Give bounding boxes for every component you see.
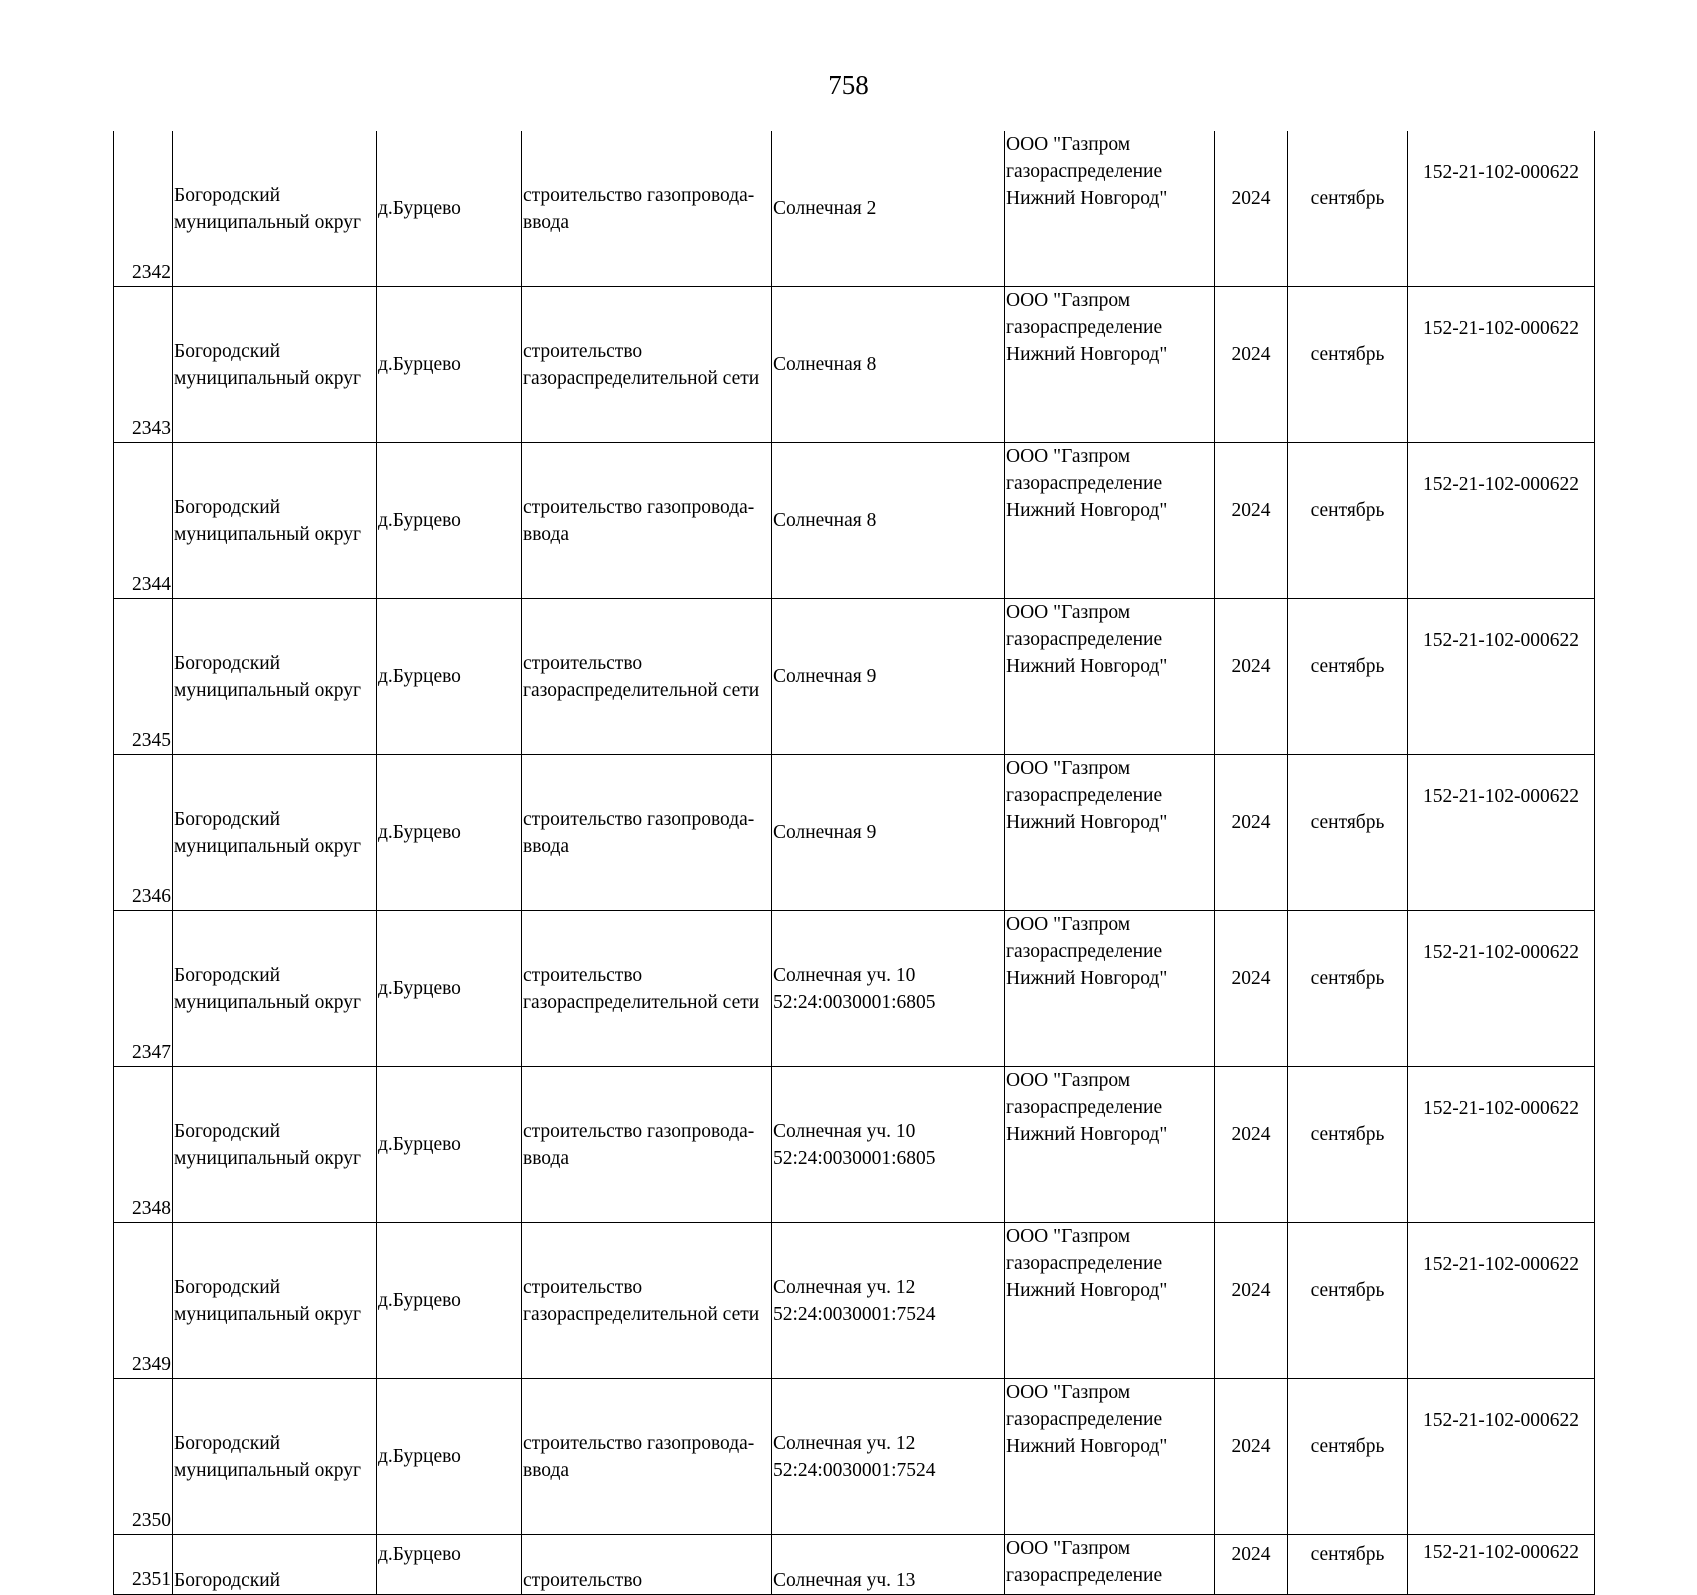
work-type-cell-line: ввода xyxy=(523,523,570,545)
organization-cell-line: газораспределение xyxy=(1006,941,1163,962)
organization-cell-line: ООО "Газпром xyxy=(1006,1226,1131,1247)
work-type-cell-line: ввода xyxy=(523,835,570,857)
village-cell: д.Бурцево xyxy=(377,911,522,1067)
organization-cell xyxy=(1005,1535,1215,1595)
work-type-cell-line: строительство xyxy=(523,652,643,674)
district-cell xyxy=(173,443,377,599)
year-cell: 2024 xyxy=(1215,1067,1288,1223)
row-number-cell: 2342 xyxy=(114,131,173,287)
address-cell-line: Солнечная 9 xyxy=(773,666,877,687)
table-row xyxy=(114,1067,1595,1223)
month-cell: сентябрь xyxy=(1288,911,1408,1067)
organization-cell-line: Нижний Новгород" xyxy=(1006,188,1168,209)
year-cell: 2024 xyxy=(1215,911,1288,1067)
organization-cell-line: ООО "Газпром xyxy=(1006,1070,1131,1091)
table-row xyxy=(114,1535,1595,1595)
district-cell xyxy=(173,755,377,911)
address-cell xyxy=(772,599,1005,755)
table-row xyxy=(114,131,1595,287)
work-type-cell xyxy=(522,443,772,599)
organization-cell-line: газораспределение xyxy=(1006,473,1163,494)
organization-cell-line: газораспределение xyxy=(1006,629,1163,650)
code-cell: 152-21-102-000622 xyxy=(1408,911,1595,1067)
table-row xyxy=(114,287,1595,443)
work-type-cell-line: газораспределительной сети xyxy=(523,679,760,701)
address-cell-line: 52:24:0030001:7524 xyxy=(773,1459,936,1481)
address-cell xyxy=(772,1535,1005,1595)
organization-cell-line: Нижний Новгород" xyxy=(1006,1436,1168,1457)
row-number-cell: 2351 xyxy=(114,1535,173,1595)
organization-cell-line: Нижний Новгород" xyxy=(1006,968,1168,989)
month-cell: сентябрь xyxy=(1288,1535,1408,1595)
district-cell xyxy=(173,599,377,755)
code-cell: 152-21-102-000622 xyxy=(1408,599,1595,755)
village-cell: д.Бурцево xyxy=(377,1535,522,1595)
district-cell xyxy=(173,287,377,443)
village-cell: д.Бурцево xyxy=(377,599,522,755)
district-cell-line: муниципальный округ xyxy=(174,1303,362,1325)
table-row xyxy=(114,1223,1595,1379)
work-type-cell-line: строительство газопровода- xyxy=(523,184,755,206)
organization-cell-line: газораспределение xyxy=(1006,1565,1163,1586)
code-cell: 152-21-102-000622 xyxy=(1408,755,1595,911)
work-type-cell-line: ввода xyxy=(523,211,570,233)
organization-cell xyxy=(1005,443,1215,599)
district-cell-line: муниципальный округ xyxy=(174,367,362,389)
table-row xyxy=(114,443,1595,599)
work-type-cell-line: строительство xyxy=(523,1276,643,1298)
work-type-cell xyxy=(522,1535,772,1595)
month-cell: сентябрь xyxy=(1288,599,1408,755)
address-cell-line: Солнечная уч. 10 xyxy=(773,1120,916,1142)
row-number-cell: 2349 xyxy=(114,1223,173,1379)
year-cell: 2024 xyxy=(1215,755,1288,911)
address-cell-line: 52:24:0030001:6805 xyxy=(773,1147,936,1169)
address-cell-line: Солнечная уч. 12 xyxy=(773,1276,916,1298)
organization-cell-line: ООО "Газпром xyxy=(1006,914,1131,935)
table-row xyxy=(114,599,1595,755)
work-type-cell-line: строительство газопровода- xyxy=(523,1432,755,1454)
organization-cell-line: газораспределение xyxy=(1006,317,1163,338)
organization-cell-line: газораспределение xyxy=(1006,1097,1163,1118)
code-cell: 152-21-102-000622 xyxy=(1408,131,1595,287)
organization-cell xyxy=(1005,599,1215,755)
organization-cell xyxy=(1005,1223,1215,1379)
work-type-cell-line: строительство газопровода- xyxy=(523,1120,755,1142)
year-cell: 2024 xyxy=(1215,1379,1288,1535)
organization-cell-line: ООО "Газпром xyxy=(1006,446,1131,467)
address-cell-line: Солнечная уч. 10 xyxy=(773,964,916,986)
code-cell: 152-21-102-000622 xyxy=(1408,1379,1595,1535)
district-cell-line: Богородский xyxy=(174,964,281,986)
district-cell-line: муниципальный округ xyxy=(174,1459,362,1481)
code-cell: 152-21-102-000622 xyxy=(1408,1067,1595,1223)
month-cell: сентябрь xyxy=(1288,755,1408,911)
district-cell-line: муниципальный округ xyxy=(174,679,362,701)
code-cell: 152-21-102-000622 xyxy=(1408,1223,1595,1379)
address-cell xyxy=(772,755,1005,911)
organization-cell-line: ООО "Газпром xyxy=(1006,758,1131,779)
row-number-cell: 2344 xyxy=(114,443,173,599)
organization-cell-line: Нижний Новгород" xyxy=(1006,1280,1168,1301)
row-number-cell: 2346 xyxy=(114,755,173,911)
work-type-cell-line: газораспределительной сети xyxy=(523,991,760,1013)
village-cell: д.Бурцево xyxy=(377,1223,522,1379)
year-cell: 2024 xyxy=(1215,443,1288,599)
district-cell xyxy=(173,1223,377,1379)
village-cell: д.Бурцево xyxy=(377,443,522,599)
work-type-cell-line: строительство xyxy=(523,340,643,362)
organization-cell-line: ООО "Газпром xyxy=(1006,134,1131,155)
organization-cell-line: Нижний Новгород" xyxy=(1006,1124,1168,1145)
district-cell-line: Богородский xyxy=(174,496,281,518)
row-number-cell: 2343 xyxy=(114,287,173,443)
organization-cell-line: Нижний Новгород" xyxy=(1006,812,1168,833)
district-cell-line: муниципальный округ xyxy=(174,835,362,857)
year-cell: 2024 xyxy=(1215,1535,1288,1595)
code-cell: 152-21-102-000622 xyxy=(1408,1535,1595,1595)
organization-cell-line: ООО "Газпром xyxy=(1006,1382,1131,1403)
work-type-cell-line: ввода xyxy=(523,1147,570,1169)
work-type-cell xyxy=(522,287,772,443)
village-cell: д.Бурцево xyxy=(377,131,522,287)
work-type-cell xyxy=(522,755,772,911)
work-type-cell-line: строительство газопровода- xyxy=(523,808,755,830)
year-cell: 2024 xyxy=(1215,287,1288,443)
district-cell-line: Богородский xyxy=(174,1570,281,1591)
district-cell-line: Богородский xyxy=(174,808,281,830)
code-cell: 152-21-102-000622 xyxy=(1408,287,1595,443)
month-cell: сентябрь xyxy=(1288,1379,1408,1535)
organization-cell-line: газораспределение xyxy=(1006,1253,1163,1274)
address-cell-line: Солнечная 9 xyxy=(773,822,877,843)
district-cell-line: муниципальный округ xyxy=(174,991,362,1013)
organization-cell-line: газораспределение xyxy=(1006,785,1163,806)
organization-cell-line: Нижний Новгород" xyxy=(1006,656,1168,677)
organization-cell-line: газораспределение xyxy=(1006,161,1163,182)
work-type-cell xyxy=(522,131,772,287)
address-cell-line: 52:24:0030001:6805 xyxy=(773,991,936,1013)
district-cell-line: Богородский xyxy=(174,1276,281,1298)
month-cell: сентябрь xyxy=(1288,1067,1408,1223)
organization-cell xyxy=(1005,1067,1215,1223)
district-cell-line: муниципальный округ xyxy=(174,211,362,233)
district-cell xyxy=(173,1379,377,1535)
table-body xyxy=(114,131,1595,1595)
month-cell: сентябрь xyxy=(1288,443,1408,599)
organization-cell xyxy=(1005,911,1215,1067)
address-cell-line: Солнечная уч. 13 xyxy=(773,1570,916,1591)
work-type-cell-line: газораспределительной сети xyxy=(523,1303,760,1325)
row-number-cell: 2347 xyxy=(114,911,173,1067)
registry-table xyxy=(113,131,1595,1595)
work-type-cell xyxy=(522,1379,772,1535)
district-cell-line: муниципальный округ xyxy=(174,523,362,545)
organization-cell xyxy=(1005,755,1215,911)
work-type-cell-line: строительство xyxy=(523,964,643,986)
row-number-cell: 2350 xyxy=(114,1379,173,1535)
village-cell: д.Бурцево xyxy=(377,1379,522,1535)
district-cell-line: Богородский xyxy=(174,184,281,206)
organization-cell-line: Нижний Новгород" xyxy=(1006,500,1168,521)
district-cell xyxy=(173,1067,377,1223)
table-row xyxy=(114,1379,1595,1535)
work-type-cell-line: строительство xyxy=(523,1570,643,1591)
year-cell: 2024 xyxy=(1215,1223,1288,1379)
address-cell-line: Солнечная уч. 12 xyxy=(773,1432,916,1454)
village-cell: д.Бурцево xyxy=(377,287,522,443)
village-cell: д.Бурцево xyxy=(377,755,522,911)
month-cell: сентябрь xyxy=(1288,131,1408,287)
organization-cell-line: ООО "Газпром xyxy=(1006,602,1131,623)
table-row xyxy=(114,755,1595,911)
address-cell xyxy=(772,911,1005,1067)
address-cell-line: Солнечная 8 xyxy=(773,354,877,375)
organization-cell-line: ООО "Газпром xyxy=(1006,290,1131,311)
address-cell xyxy=(772,1223,1005,1379)
organization-cell-line: газораспределение xyxy=(1006,1409,1163,1430)
work-type-cell-line: газораспределительной сети xyxy=(523,367,760,389)
work-type-cell xyxy=(522,911,772,1067)
address-cell xyxy=(772,287,1005,443)
year-cell: 2024 xyxy=(1215,131,1288,287)
month-cell: сентябрь xyxy=(1288,287,1408,443)
row-number-cell: 2348 xyxy=(114,1067,173,1223)
district-cell-line: Богородский xyxy=(174,1120,281,1142)
page-number: 758 xyxy=(828,70,869,100)
month-cell: сентябрь xyxy=(1288,1223,1408,1379)
organization-cell xyxy=(1005,1379,1215,1535)
organization-cell-line: Нижний Новгород" xyxy=(1006,344,1168,365)
address-cell xyxy=(772,1067,1005,1223)
address-cell-line: 52:24:0030001:7524 xyxy=(773,1303,936,1325)
row-number-cell: 2345 xyxy=(114,599,173,755)
table-row xyxy=(114,911,1595,1067)
village-cell: д.Бурцево xyxy=(377,1067,522,1223)
district-cell xyxy=(173,911,377,1067)
work-type-cell xyxy=(522,1067,772,1223)
work-type-cell-line: строительство газопровода- xyxy=(523,496,755,518)
address-cell xyxy=(772,1379,1005,1535)
code-cell: 152-21-102-000622 xyxy=(1408,443,1595,599)
address-cell xyxy=(772,131,1005,287)
district-cell-line: муниципальный округ xyxy=(174,1147,362,1169)
work-type-cell-line: ввода xyxy=(523,1459,570,1481)
district-cell-line: Богородский xyxy=(174,340,281,362)
address-cell-line: Солнечная 8 xyxy=(773,510,877,531)
organization-cell xyxy=(1005,287,1215,443)
district-cell xyxy=(173,131,377,287)
address-cell-line: Солнечная 2 xyxy=(773,198,877,219)
organization-cell-line: ООО "Газпром xyxy=(1006,1538,1131,1559)
organization-cell xyxy=(1005,131,1215,287)
year-cell: 2024 xyxy=(1215,599,1288,755)
district-cell-line: Богородский xyxy=(174,1432,281,1454)
district-cell xyxy=(173,1535,377,1595)
address-cell xyxy=(772,443,1005,599)
work-type-cell xyxy=(522,1223,772,1379)
district-cell-line: Богородский xyxy=(174,652,281,674)
work-type-cell xyxy=(522,599,772,755)
